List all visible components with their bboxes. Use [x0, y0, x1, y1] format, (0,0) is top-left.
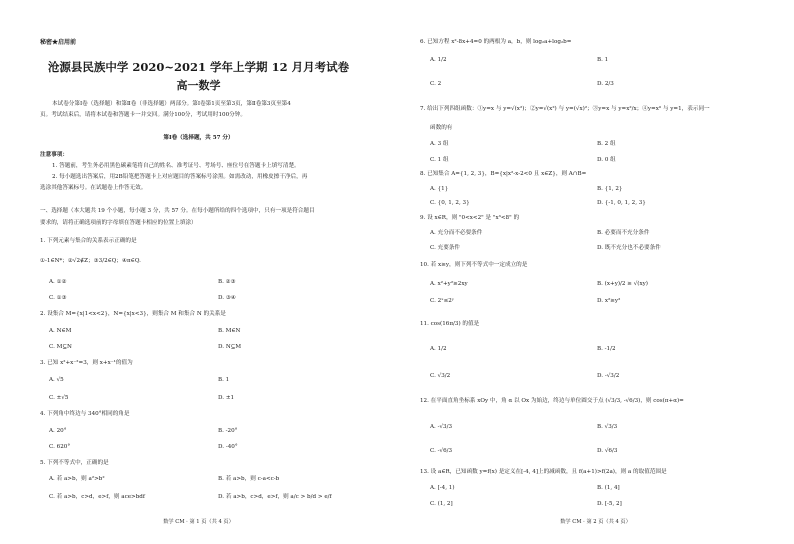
q12-option-d[interactable]: D. √6/3 — [597, 448, 618, 454]
q4-option-c[interactable]: C. 620° — [49, 444, 71, 450]
question-4-stem: 4. 下列角中终边与 340°相同的角是 — [40, 411, 130, 417]
secret-label: 秘密★启用前 — [40, 39, 77, 46]
q13-option-a[interactable]: A. [-4, 1) — [430, 485, 455, 491]
note-2: 2. 每小题选出答案后，用2B铅笔把答题卡上对应题目的答案标号涂黑。如需改动，用橡皮擦干净后，再 — [52, 174, 308, 180]
q13-option-c[interactable]: C. (1, 2] — [430, 501, 453, 507]
question-7-stem: 7. 给出下列四组函数：①y=x 与 y=√(x²)；②y=√(x²) 与 y=(√x)²；③y=x 与 y=x²/x；④y=x⁰ 与 y=1，表示同一 — [420, 106, 710, 112]
q8-option-a[interactable]: A. {1} — [430, 186, 449, 192]
q6-option-c[interactable]: C. 2 — [430, 81, 442, 87]
q5-option-b[interactable]: B. 若 a>b，则 c-a<c-b — [218, 476, 280, 482]
q11-option-d[interactable]: D. -√3/2 — [597, 373, 620, 379]
q7-option-d[interactable]: D. 0 组 — [597, 157, 616, 163]
q8-option-b[interactable]: B. {1, 2} — [597, 186, 623, 192]
q3-option-a[interactable]: A. √5 — [49, 377, 64, 383]
q12-option-c[interactable]: C. -√6/3 — [430, 448, 453, 454]
page-2-footer: 数学 CM · 第 2 页（共 4 页） — [560, 519, 631, 525]
question-2-stem: 2. 设集合 M={x|1<x<2}，N={x|x<3}，则集合 M 和集合 N 的关系是 — [40, 311, 226, 317]
q8-option-d[interactable]: D. {-1, 0, 1, 2, 3} — [597, 200, 646, 206]
q2-option-d[interactable]: D. N⊆M — [218, 344, 242, 350]
q1-option-d[interactable]: D. ③④ — [218, 295, 236, 301]
question-5-stem: 5. 下列不等式中，正确的是 — [40, 460, 109, 466]
q3-option-c[interactable]: C. ±√5 — [49, 395, 69, 401]
note-1: 1. 答题前，考生务必用黑色碳素笔将自己的姓名、准考证号、考场号、座位号在答题卡上填写清楚。 — [52, 163, 300, 169]
exam-title: 沧源县民族中学 2020~2021 学年上学期 12 月月考试卷 — [47, 60, 350, 74]
q10-option-b[interactable]: B. (x+y)/2 ≥ √(xy) — [597, 281, 648, 287]
q7-option-a[interactable]: A. 3 组 — [430, 141, 449, 147]
page-1-footer: 数学 CM · 第 1 页（共 4 页） — [163, 519, 234, 525]
q7-option-c[interactable]: C. 1 组 — [430, 157, 449, 163]
question-7-stem-cont: 函数的有 — [430, 125, 453, 131]
q9-option-d[interactable]: D. 既不充分也不必要条件 — [597, 245, 661, 251]
exam-subtitle: 高一数学 — [176, 79, 221, 92]
question-1-items: ①-1∈N*；②√2∉Z；③3/2∈Q；④π∈Q. — [40, 258, 141, 264]
q4-option-a[interactable]: A. 20° — [49, 428, 67, 434]
question-3-stem: 3. 已知 x²+x⁻²=3，则 x+x⁻¹的值为 — [40, 360, 133, 366]
q10-option-a[interactable]: A. x²+y²≥2xy — [430, 281, 468, 287]
q3-option-d[interactable]: D. ±1 — [218, 395, 235, 401]
notes-heading: 注意事项： — [40, 152, 68, 158]
question-6-stem: 6. 已知方程 x²-8x+4=0 的两根为 a，b，则 log₂a+log₂b= — [420, 39, 572, 45]
q10-option-c[interactable]: C. 2ˣ≤2ʸ — [430, 298, 455, 304]
q6-option-a[interactable]: A. 1/2 — [430, 57, 447, 63]
q6-option-b[interactable]: B. 1 — [597, 57, 609, 63]
q1-option-b[interactable]: B. ②③ — [218, 279, 236, 285]
q1-option-a[interactable]: A. ①② — [49, 279, 67, 285]
q9-option-a[interactable]: A. 充分而不必要条件 — [430, 230, 483, 236]
question-12-stem: 12. 在平面直角坐标系 xOy 中，角 α 以 Ox 为始边，终边与单位圆交于点 (√3/3, -√6/3)，则 cos(π+α)= — [420, 398, 684, 404]
q11-option-c[interactable]: C. √3/2 — [430, 373, 451, 379]
q2-option-b[interactable]: B. M∈N — [218, 328, 241, 334]
q12-option-b[interactable]: B. √3/3 — [597, 424, 618, 430]
q5-option-a[interactable]: A. 若 a>b，则 a²>b² — [49, 476, 105, 482]
intro-line-2: 页。考试结束后，请将本试卷和答题卡一并交回。满分100分，考试用时100分钟。 — [40, 112, 246, 118]
intro-line-1: 本试卷分第Ⅰ卷（选择题）和第Ⅱ卷（非选择题）两部分。第Ⅰ卷第1页至第3页，第Ⅱ卷第3页至第4 — [52, 101, 291, 107]
part-1-heading: 第Ⅰ卷（选择题，共 57 分） — [163, 135, 234, 141]
question-9-stem: 9. 设 x∈R，则 "0<x<2" 是 "x³<8" 的 — [420, 215, 520, 221]
q2-option-a[interactable]: A. N∈M — [49, 328, 72, 334]
q5-option-d[interactable]: D. 若 a>b，c>d，e>f，则 a/c > b/d > e/f — [218, 494, 332, 500]
q11-option-b[interactable]: B. -1/2 — [597, 346, 616, 352]
q13-option-b[interactable]: B. (1, 4] — [597, 485, 620, 491]
q4-option-b[interactable]: B. -20° — [218, 428, 238, 434]
section-heading-cont: 要求的，请将正确选项前的字母填在答题卡相应的位置上填涂） — [40, 220, 197, 226]
note-3: 选涂其他答案标号。在试题卷上作答无效。 — [40, 185, 147, 191]
q2-option-c[interactable]: C. M⊆N — [49, 344, 72, 350]
q7-option-b[interactable]: B. 2 组 — [597, 141, 616, 147]
question-1-stem: 1. 下列元素与集合的关系表示正确的是 — [40, 238, 137, 244]
q8-option-c[interactable]: C. {0, 1, 2, 3} — [430, 200, 470, 206]
question-10-stem: 10. 若 x≥y，则下列不等式中一定成立的是 — [420, 262, 528, 268]
q1-option-c[interactable]: C. ①③ — [49, 295, 67, 301]
q9-option-c[interactable]: C. 充要条件 — [430, 245, 461, 251]
q13-option-d[interactable]: D. [-5, 2] — [597, 501, 622, 507]
q6-option-d[interactable]: D. 2/3 — [597, 81, 614, 87]
page-2 — [397, 0, 794, 544]
q11-option-a[interactable]: A. 1/2 — [430, 346, 447, 352]
q12-option-a[interactable]: A. -√3/3 — [430, 424, 453, 430]
question-8-stem: 8. 已知集合 A={1, 2, 3}，B={x|x²-x-2<0 且 x∈Z}，则 A∩B= — [420, 171, 587, 177]
q9-option-b[interactable]: B. 必要而不充分条件 — [597, 230, 650, 236]
section-heading: 一、选择题（本大题共 19 个小题，每小题 3 分，共 57 分。在每小题所给的四个选项中，只有一项是符合题目 — [40, 208, 315, 214]
q4-option-d[interactable]: D. -40° — [218, 444, 238, 450]
question-13-stem: 13. 设 a∈R，已知函数 y=f(x) 是定义在[-4, 4]上的减函数，且 f(a+1)>f(2a)，则 a 的取值范围是 — [420, 469, 667, 475]
question-11-stem: 11. cos(16π/3) 的值是 — [420, 321, 480, 327]
q10-option-d[interactable]: D. x²≥y² — [597, 298, 621, 304]
q3-option-b[interactable]: B. 1 — [218, 377, 230, 383]
q5-option-c[interactable]: C. 若 a>b，c>d，e>f，则 ace>bdf — [49, 494, 145, 500]
